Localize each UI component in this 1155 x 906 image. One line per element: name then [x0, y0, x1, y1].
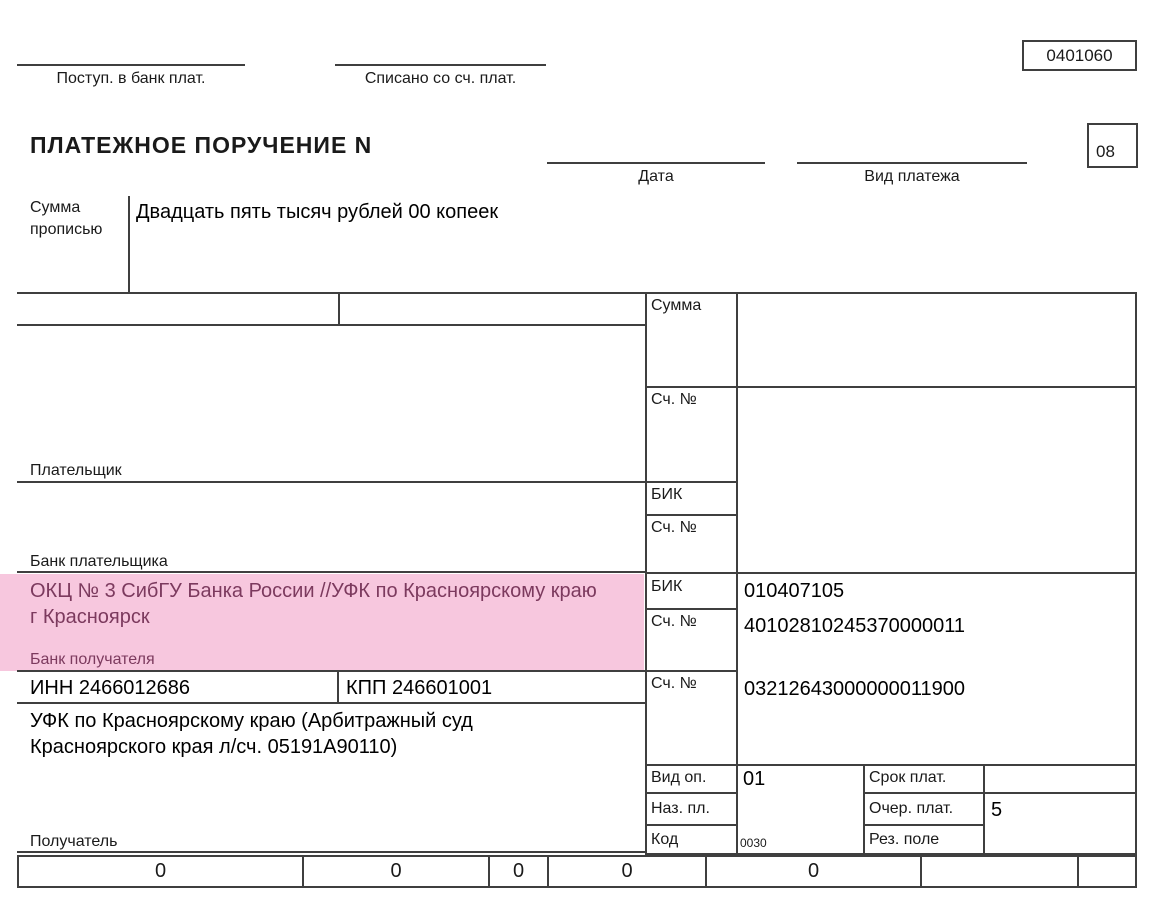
form-code-box: 0401060 — [1022, 40, 1137, 71]
amount-words-divider — [128, 196, 130, 293]
payer-bank-bik-label: БИК — [651, 486, 683, 503]
payee-kpp: КПП 246601001 — [346, 677, 493, 699]
bottom-cell-4: 0 — [549, 857, 707, 886]
bottom-cell-2: 0 — [304, 857, 490, 886]
payee-bank-account-label: Сч. № — [651, 613, 697, 630]
naz-pl-label: Наз. пл. — [651, 800, 710, 817]
payee-account-label: Сч. № — [651, 675, 697, 692]
payment-type-line — [797, 162, 1027, 164]
vid-op-label: Вид оп. — [651, 769, 707, 786]
payee-underline — [17, 851, 645, 853]
amount-words-label-line2: прописью — [30, 221, 103, 238]
payer-inn-row-line — [17, 324, 645, 326]
payer-bank-label: Банк плательщика — [30, 553, 168, 570]
date-line — [547, 162, 765, 164]
payee-inn-kpp-divider — [337, 670, 339, 704]
bottom-cell-7 — [1079, 857, 1135, 886]
rez-pole-label: Рез. поле — [869, 831, 940, 848]
bottom-cell-6 — [922, 857, 1079, 886]
srok-bottom-line — [863, 792, 1137, 794]
bottom-summary-row — [17, 855, 1137, 888]
payer-bank-underline — [17, 571, 645, 573]
ocher-plat-value: 5 — [991, 799, 1003, 821]
payee-name-line1: УФК по Красноярскому краю (Арбитражный суд — [30, 710, 473, 732]
bottom-cell-3: 0 — [490, 857, 549, 886]
bottom-cell-1: 0 — [19, 857, 304, 886]
payee-bank-bik-value: 010407105 — [744, 580, 845, 602]
operation-col-line-1 — [863, 764, 865, 855]
debited-stamp-line — [335, 64, 546, 66]
payee-bank-bik-label: БИК — [651, 578, 683, 595]
vid-op-bottom-line — [645, 792, 738, 794]
debited-stamp-label: Списано со сч. плат. — [364, 70, 517, 87]
operation-col-line-2 — [983, 764, 985, 855]
payee-bank-name-line1: ОКЦ № 3 СибГУ Банка России //УФК по Красноярскому краю — [30, 580, 597, 602]
payment-type-label: Вид платежа — [864, 168, 960, 185]
payee-inn-row-bottom-line — [17, 702, 645, 704]
bottom-cell-5: 0 — [707, 857, 922, 886]
table-top-line — [17, 292, 1137, 294]
payer-account-label: Сч. № — [651, 391, 697, 408]
naz-pl-bottom-line — [645, 824, 738, 826]
payee-bank-top-line — [645, 572, 1137, 574]
payee-inn-row-top-line — [17, 670, 645, 672]
payee-account-value: 03212643000000011900 — [744, 678, 965, 700]
vid-op-value: 01 — [743, 768, 766, 790]
payer-inn-kpp-divider — [338, 292, 340, 326]
payer-bik-top-line — [645, 481, 738, 483]
payer-underline — [17, 481, 645, 483]
date-label: Дата — [638, 168, 674, 185]
sum-label: Сумма — [651, 297, 702, 314]
sum-row-bottom-line — [645, 386, 1137, 388]
payee-account-top-line — [645, 670, 738, 672]
amount-words-value: Двадцать пять тысяч рублей 00 копеек — [136, 201, 499, 223]
srok-plat-label: Срок плат. — [869, 769, 947, 786]
ocher-plat-label: Очер. плат. — [869, 800, 954, 817]
kod-value: 0030 — [740, 836, 767, 850]
page-title: ПЛАТЕЖНОЕ ПОРУЧЕНИЕ N — [30, 132, 373, 158]
received-stamp-label: Поступ. в банк плат. — [56, 70, 206, 87]
amount-words-label-line1: Сумма — [30, 199, 81, 216]
status-code-box: 08 — [1087, 123, 1138, 168]
payer-label: Плательщик — [30, 462, 122, 479]
ocher-bottom-line — [863, 824, 985, 826]
payee-bank-account-top-line — [645, 608, 738, 610]
received-stamp-line — [17, 64, 245, 66]
payee-bank-label: Банк получателя — [30, 651, 155, 668]
payee-bank-account-value: 40102810245370000011 — [744, 615, 965, 637]
kod-label: Код — [651, 831, 679, 848]
payer-bank-account-top-line — [645, 514, 738, 516]
payee-name-line2: Красноярского края л/сч. 05191А90110) — [30, 736, 398, 758]
operation-top-line — [645, 764, 1137, 766]
payee-inn: ИНН 2466012686 — [30, 677, 191, 699]
payer-bank-account-label: Сч. № — [651, 519, 697, 536]
payee-bank-name-line2: г Красноярск — [30, 606, 150, 628]
payee-label: Получатель — [30, 833, 118, 850]
